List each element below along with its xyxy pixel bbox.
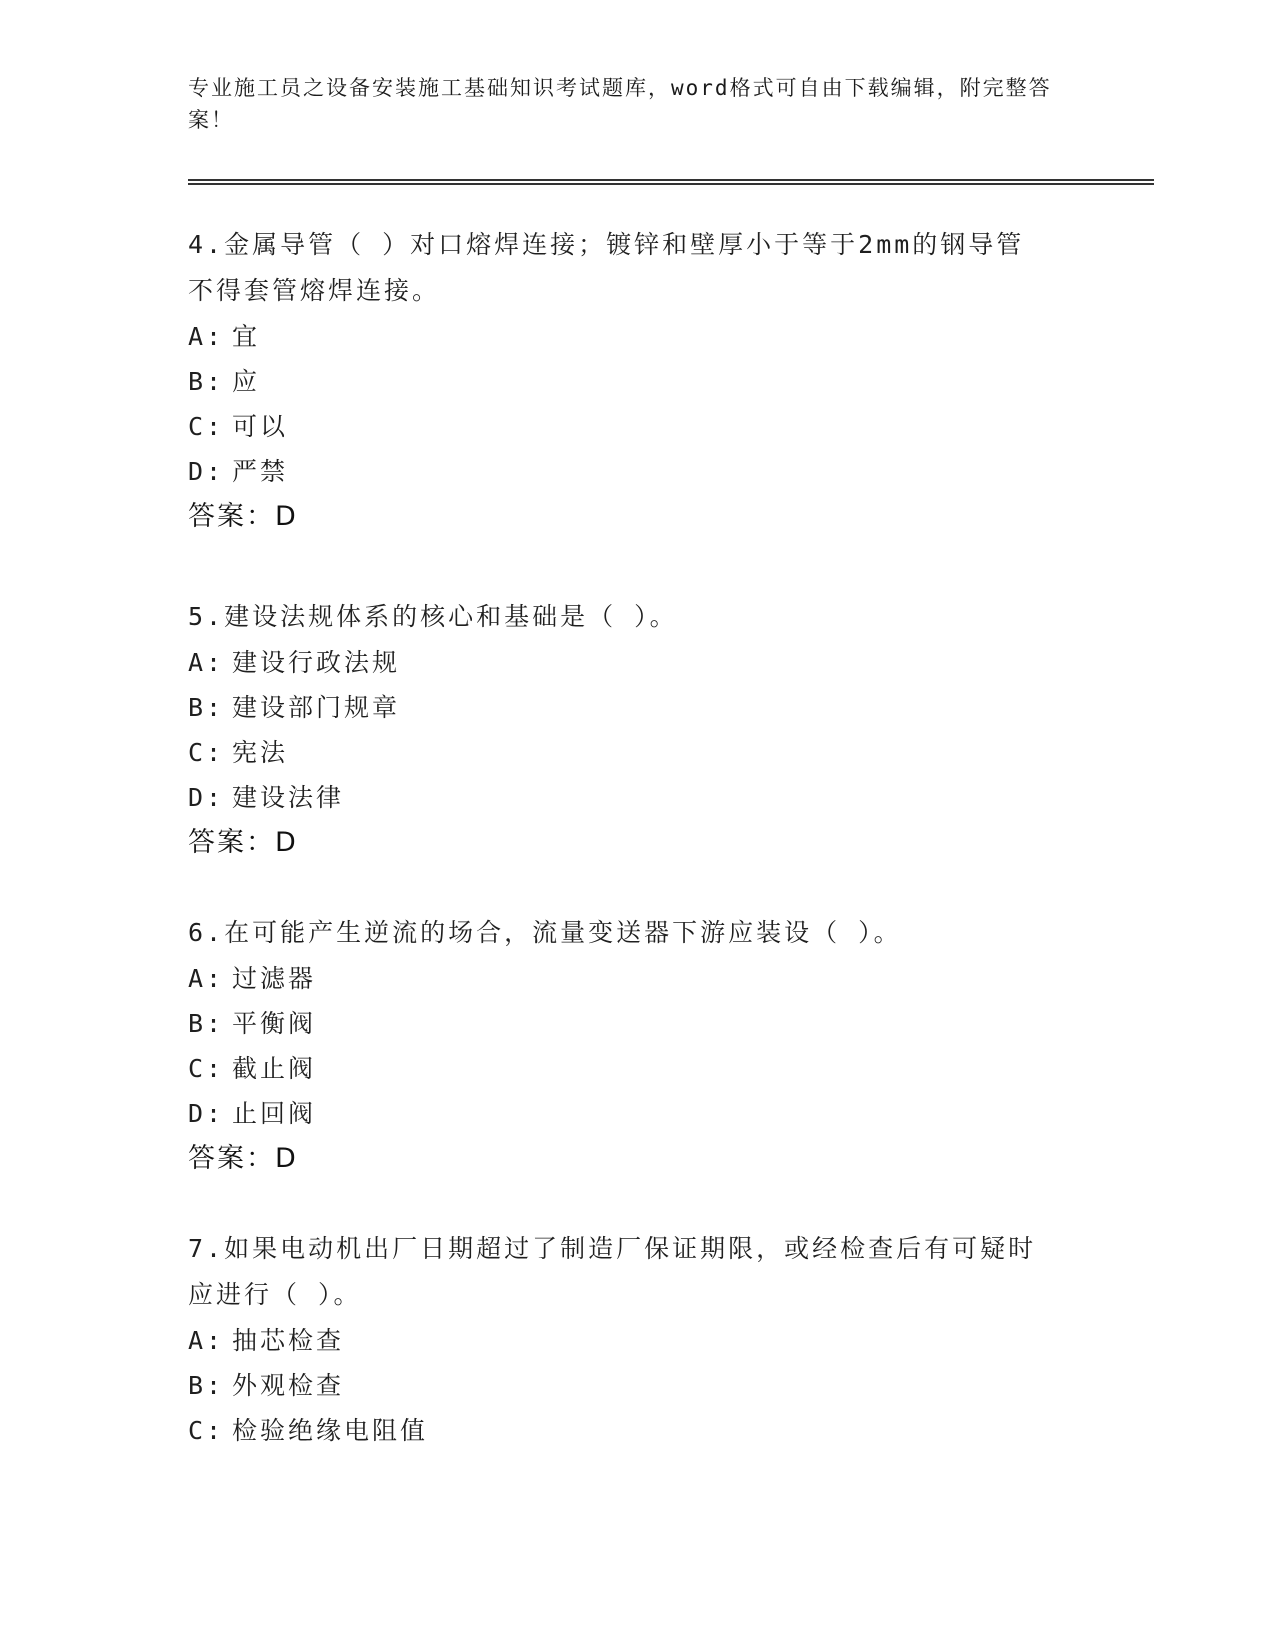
option-label: C: <box>188 1054 225 1083</box>
option-d <box>188 775 1088 820</box>
option-text: 建设法律 <box>232 783 345 812</box>
option-label: A: <box>188 1326 225 1355</box>
option-a <box>188 956 1088 1001</box>
option-b <box>188 359 1088 404</box>
option-label: B: <box>188 367 225 396</box>
question-stem: 4.金属导管（ ）对口熔焊连接；镀锌和壁厚小于等于2mm的钢导管不得套管熔焊连接。 <box>188 230 1025 305</box>
option-text: 宪法 <box>232 738 289 767</box>
option-label: D: <box>188 783 225 812</box>
option-text: 止回阀 <box>232 1099 317 1128</box>
option-text: 平衡阀 <box>232 1009 317 1038</box>
option-b <box>188 1363 1088 1408</box>
option-a <box>188 640 1088 685</box>
question-stem: 6.在可能产生逆流的场合，流量变送器下游应装设（ ）。 <box>188 918 902 947</box>
option-label: C: <box>188 1416 225 1445</box>
option-text: 应 <box>232 367 261 396</box>
option-label: D: <box>188 457 225 486</box>
answer-line: 答案：D <box>188 827 298 858</box>
option-text: 建设行政法规 <box>232 648 401 677</box>
option-a <box>188 1318 1088 1363</box>
option-d <box>188 449 1088 494</box>
question-stem: 5.建设法规体系的核心和基础是（ ）。 <box>188 602 678 631</box>
option-text: 抽芯检查 <box>232 1326 345 1355</box>
option-text: 过滤器 <box>232 964 317 993</box>
question-block <box>188 222 1088 540</box>
option-b <box>188 1001 1088 1046</box>
option-text: 截止阀 <box>232 1054 317 1083</box>
option-label: A: <box>188 964 225 993</box>
question-block <box>188 1226 1088 1453</box>
option-c <box>188 404 1088 449</box>
header-divider-top <box>188 179 1154 181</box>
answer-line: 答案：D <box>188 501 298 532</box>
option-c <box>188 1408 1088 1453</box>
option-label: C: <box>188 412 225 441</box>
document-header: 专业施工员之设备安装施工基础知识考试题库，word格式可自由下载编辑，附完整答案！ <box>188 76 1052 132</box>
option-label: C: <box>188 738 225 767</box>
option-label: B: <box>188 1009 225 1038</box>
option-label: A: <box>188 322 225 351</box>
option-b <box>188 685 1088 730</box>
option-c <box>188 730 1088 775</box>
header-divider-bottom <box>188 183 1154 185</box>
answer-line: 答案：D <box>188 1143 298 1174</box>
option-label: B: <box>188 693 225 722</box>
option-text: 检验绝缘电阻值 <box>232 1416 429 1445</box>
option-text: 可以 <box>232 412 289 441</box>
question-stem: 7.如果电动机出厂日期超过了制造厂保证期限，或经检查后有可疑时应进行（ ）。 <box>188 1234 1037 1309</box>
option-label: B: <box>188 1371 225 1400</box>
option-text: 宜 <box>232 322 261 351</box>
option-label: A: <box>188 648 225 677</box>
option-label: D: <box>188 1099 225 1128</box>
option-text: 严禁 <box>232 457 289 486</box>
option-c <box>188 1046 1088 1091</box>
question-block <box>188 910 1088 1182</box>
option-d <box>188 1091 1088 1136</box>
option-text: 外观检查 <box>232 1371 345 1400</box>
option-text: 建设部门规章 <box>232 693 401 722</box>
question-block <box>188 594 1088 866</box>
option-a <box>188 314 1088 359</box>
